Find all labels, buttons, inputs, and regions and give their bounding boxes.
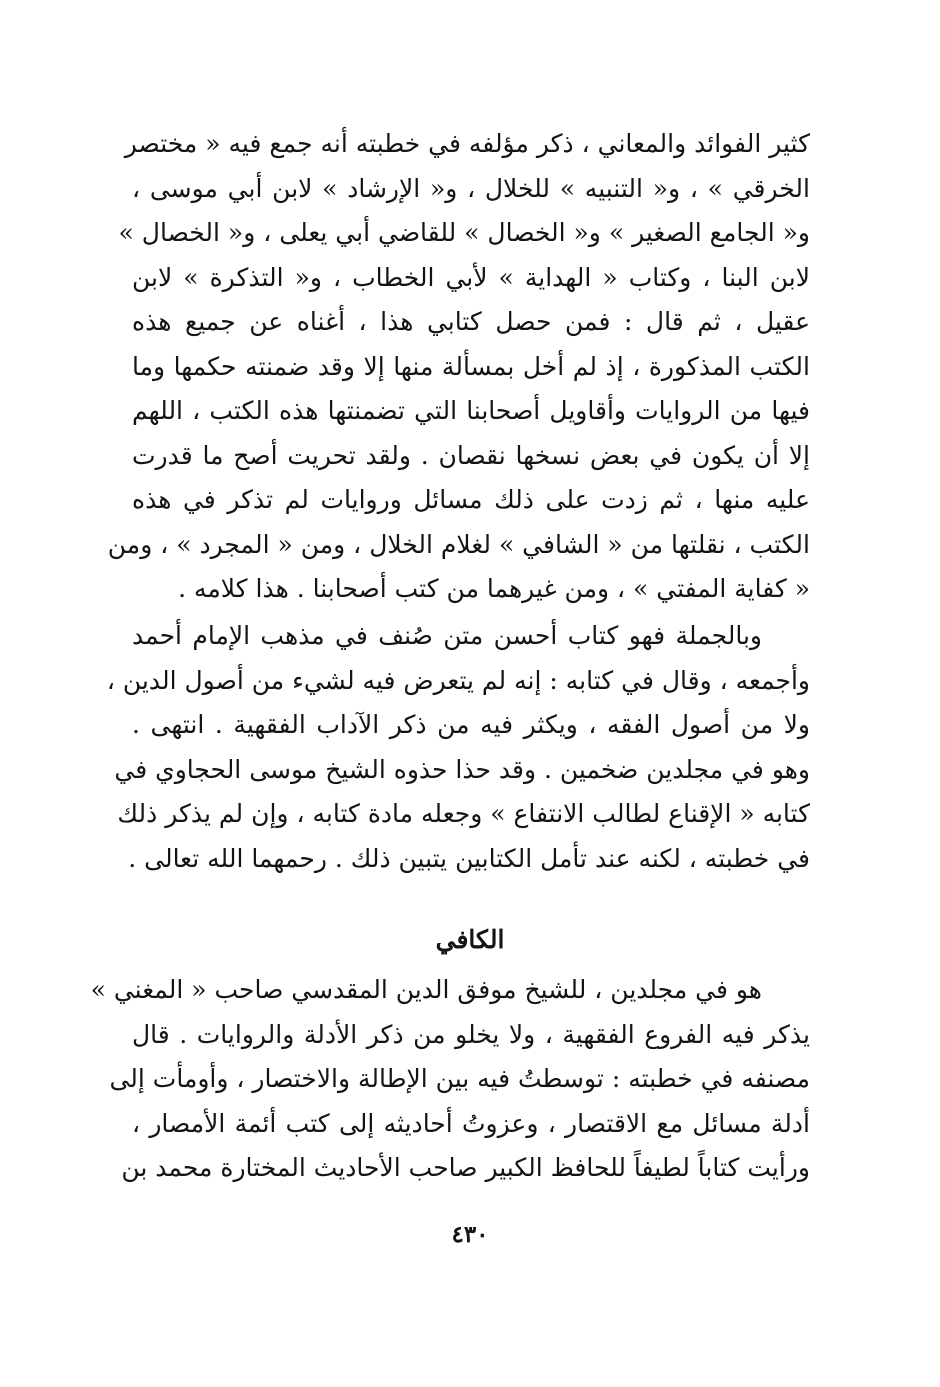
text-line: الخرقي » ، و« التنبيه » للخلال ، و« الإرشاد » لابن أبي موسى ، [132,173,810,203]
text-line: يذكر فيه الفروع الفقهية ، ولا يخلو من ذكر الأدلة والروايات . قال [132,1019,810,1049]
page-number: ٤٣٠ [451,1221,489,1248]
section-heading: الكافي [435,925,505,954]
text-line: عقيل ، ثم قال : فمن حصل كتابي هذا ، أغناه عن جميع هذه [132,307,810,336]
text-line: الكتب ، نقلتها من « الشافي » لغلام الخلال ، ومن « المجرد » ، ومن [107,529,810,559]
text-line: كثير الفوائد والمعاني ، ذكر مؤلفه في خطبته أنه جمع فيه « مختصر [124,129,810,158]
text-line: هو في مجلدين ، للشيخ موفق الدين المقدسي صاحب « المغني » [90,975,762,1004]
text-line: إلا أن يكون في بعض نسخها نقصان . ولقد تحريت أصح ما قدرت [132,440,810,470]
text-line: الكتب المذكورة ، إذ لم أخل بمسألة منها إلا وقد ضمنته حكمها وما [132,351,810,381]
paragraph-2 [106,614,810,881]
text-line: ورأيت كتاباً لطيفاً للحافظ الكبير صاحب الأحاديث المختارة محمد بن [121,1153,810,1182]
text-line: وأجمعه ، وقال في كتابه : إنه لم يتعرض فيه لشيء من أصول الدين ، [106,665,810,695]
text-line: مصنفه في خطبته : توسطتُ فيه بين الإطالة والاختصار ، وأومأت إلى [109,1064,810,1093]
text-line: فيها من الروايات وأقاويل أصحابنا التي تضمنتها هذه الكتب ، اللهم [132,396,810,425]
text-line: كتابه « الإقناع لطالب الانتفاع » وجعله مادة كتابه ، وإن لم يذكر ذلك [117,799,810,828]
paragraph-1 [107,122,810,612]
text-line: في خطبته ، لكنه عند تأمل الكتابين يتبين ذلك . رحمهما الله تعالى . [128,843,810,873]
text-line: أدلة مسائل مع الاقتصار ، وعزوتُ أحاديثه إلى كتب أئمة الأمصار ، [132,1108,810,1138]
text-line: ولا من أصول الفقه ، ويكثر فيه من ذكر الآداب الفقهية . انتهى . [132,710,810,739]
text-line: عليه منها ، ثم زدت على ذلك مسائل وروايات لم تذكر في هذه [132,485,810,514]
text-line: و« الجامع الصغير » و« الخصال » للقاضي أبي يعلى ، و« الخصال » [118,218,810,247]
text-line: « كفاية المفتي » ، ومن غيرهما من كتب أصحابنا . هذا كلامه . [178,574,810,603]
text-line: وبالجملة فهو كتاب أحسن متن صُنف في مذهب الإمام أحمد [132,621,762,650]
paragraph-3 [90,968,810,1191]
text-line: لابن البنا ، وكتاب « الهداية » لأبي الخطاب ، و« التذكرة » لابن [132,262,810,292]
text-line: وهو في مجلدين ضخمين . وقد حذا حذوه الشيخ موسى الحجاوي في [114,754,810,784]
